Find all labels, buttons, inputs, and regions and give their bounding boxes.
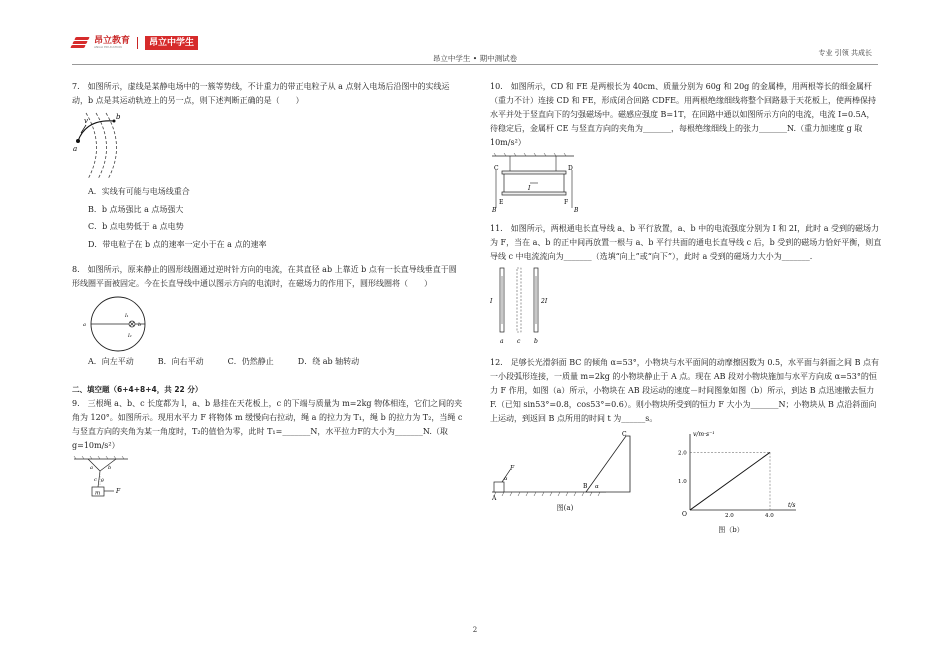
vt-x-axis-label: t/s (788, 502, 796, 509)
header-slogan: 专业 引领 共成长 (818, 49, 872, 57)
q7-label-v: v (84, 117, 88, 125)
q8-stem: 8. 如图所示，原来静止的圆形线圈通过逆时针方向的电流，在其直径 ab 上靠近 b 点有一长直导线垂直于圆形线圈平面被固定。今在长直导线中通以图示方向的电流时，在磁场力的作用下，圆形线圈将（ ） (72, 265, 457, 289)
q7-point-a (76, 139, 80, 143)
q12-figure-a (490, 430, 640, 502)
q11-label-a: a (500, 338, 504, 345)
question-10 (490, 80, 882, 214)
q12-label-f: F (510, 465, 515, 472)
q9-stem: 9. 三根绳 a、b、c 长度都为 l，a、b 悬挂在天花板上，c 的下端与质量为 m=2kg 物体相连，它们之间的夹角为 120°。如图所示。现用水平力 F 将物体 m 缓慢向右拉动，绳 a 的拉力为 T₁，绳 b 的拉力为 T₂，当绳 c 与竖直方向的夹角为某一角度时，T₂的值恰为零，此时 T₁=_______N，水平拉力F的大小为_______N.（取 g=10m/s²） (72, 398, 463, 450)
vt-origin-label: O (682, 511, 687, 518)
page-header (0, 0, 950, 70)
q10-label-c: C (494, 165, 499, 172)
question-8 (72, 263, 464, 369)
q10-label-i: I (528, 185, 531, 192)
question-11 (490, 222, 882, 348)
q12-label-b: B (583, 483, 588, 490)
q10-label-e: E (499, 199, 504, 206)
vt-x-tick-4: 4.0 (765, 513, 774, 519)
q10-label-d: D (568, 165, 573, 172)
q10-label-b-right: B (574, 207, 579, 214)
brand-logo (72, 36, 198, 50)
brand-sub: ANGLI EDUCATION (94, 45, 122, 49)
q11-label-2i: 2I (541, 298, 548, 305)
question-7 (72, 80, 464, 253)
q11-label-i: I (490, 298, 493, 305)
q9-rope-c (98, 471, 100, 487)
left-column (72, 80, 464, 505)
q10-rod-ef (502, 192, 566, 195)
q12-label-alpha-force: α (504, 476, 508, 482)
q8-option-b: B．向右平动 (157, 357, 204, 367)
q10-stem: 10. 如图所示，CD 和 FE 是两根长为 40cm、质量分别为 60g 和 20g 的金属棒，用两根等长的细金属杆（重力不计）连接 CD 和 FE，形成闭合回路 CDFE。用两根绝缘细线将整个回路悬于天花板上，使两棒保持水平并处于竖直向下的匀强磁场中。磁感应强度 B=1T，在回路中通以如图所示方向的电流，电流 I=0.5A，待稳定后，金属杆 CE 与竖直方向的夹角为_______，每根绝缘细线上的张力_______N.（重力加速度 g 取 10m/s²） (490, 82, 877, 147)
right-column (490, 80, 882, 542)
q8-figure (76, 295, 156, 353)
q8-option-a: A．向左平动 (88, 357, 134, 367)
q12-label-alpha: α (595, 484, 599, 490)
q11-label-c: c (517, 338, 521, 345)
q11-wire-c (517, 268, 521, 332)
question-9 (72, 397, 464, 499)
q11-stem: 11. 如图所示，两根通电长直导线 a、b 平行放置，a、b 中的电流强度分别为 I 和 2I，此时 a 受到的磁场力为 F，当在 a、b 的正中间再放置一根与 a、b 平行共面的通电长直导线 c 后，b 受到的磁场力恰好平衡，则直导线 c 中电流流向为_______（选填“向上”或“向下”），此时 a 受到的磁场力大小为_______. (490, 224, 882, 261)
q7-option-a: A．实线有可能与电场线重合 (88, 187, 190, 196)
q7-option-b: B．b 点场强比 a 点场强大 (88, 204, 184, 214)
q7-label-a: a (73, 145, 78, 153)
q8-label-i1: I₁ (125, 314, 129, 320)
vt-y-tick-1: 1.0 (678, 479, 687, 486)
q10-figure (490, 152, 580, 214)
q9-label-b: b (108, 464, 112, 471)
q8-label-i2: I₂ (128, 334, 132, 340)
q9-label-m: m (95, 490, 101, 496)
q8-option-d: D．绕 ab 轴转动 (297, 357, 360, 367)
q7-option-c: C．b 点电势低于 a 点电势 (88, 222, 184, 232)
q7-option-d: D．带电粒子在 b 点的速率一定小于在 a 点的速率 (88, 239, 267, 249)
q12-label-a: A (492, 495, 497, 502)
q9-label-a: a (90, 464, 93, 471)
q10-rod-cd (502, 171, 566, 174)
q10-label-b-left: B (492, 207, 497, 214)
q9-label-theta: θ (101, 478, 104, 484)
brand-mark-icon (72, 37, 90, 49)
q12-vt-graph (676, 430, 806, 524)
q9-figure (72, 455, 132, 499)
q9-label-c: c (94, 476, 97, 483)
q12-block (494, 482, 504, 492)
section-fill-in-title: 二、填空题（6+4+8+4，共 22 分） (72, 385, 203, 395)
q12-figure-a-caption: 图(a) (556, 504, 574, 512)
vt-y-axis-label: v/m·s⁻¹ (693, 431, 715, 438)
q12-figure-a-wrap (490, 430, 640, 536)
q8-option-c: C．仍然静止 (227, 357, 274, 367)
q7-stem: 7. 如图所示，虚线是某静电场中的一簇等势线，不计重力的带正电粒子从 a 点射入电场后沿图中的实线运动，b 点是其运动轨迹上的另一点，则下述判断正确的是（ ） (72, 82, 450, 105)
brand-badge: 昂立中学生 (145, 36, 198, 50)
q10-label-f: F (564, 199, 569, 206)
q8-label-a: a (83, 322, 86, 329)
q12-incline (586, 436, 630, 492)
brand-name: 昂立教育 (94, 36, 131, 46)
q7-figure (72, 111, 142, 181)
q12-figure-b-caption: 图（b） (718, 526, 744, 534)
q7-equipotential-3 (106, 113, 117, 179)
q12-label-c: C (622, 431, 627, 438)
vt-x-tick-2: 2.0 (725, 513, 734, 519)
q7-label-b: b (116, 113, 121, 121)
q12-figures (490, 430, 882, 536)
header-rule (72, 64, 878, 65)
page-number: 2 (472, 626, 478, 634)
vt-y-tick-2: 2.0 (678, 450, 687, 457)
q8-label-b: b (138, 322, 142, 329)
q12-stem: 12. 足够长光滑斜面 BC 的倾角 α=53°，小物块与水平面间的动摩擦因数为 0.5，水平面与斜面之间 B 点有一小段弧形连接，一质量 m=2kg 的小物块静止于 A 点。现在 AB 段对小物块施加与水平方向成 α=53°的恒力 F 作用，如图（a）所示，小物块在 AB 段运动的速度－时间图象如图（b）所示，到达 B 点迅速撤去恒力 F.（已知 sin53°=0.8，cos53°=0.6）。则小物块所受到的恒力 F 大小为_______N；小物块从 B 点沿斜面向上运动，到返回 B 点所用的时间 t 为______s。 (490, 358, 880, 423)
question-12 (490, 356, 882, 536)
brand-divider (137, 37, 138, 49)
q12-figure-b-wrap (676, 430, 806, 536)
q8-options (72, 355, 464, 369)
q9-label-f: F (116, 487, 121, 495)
exam-title: 昂立中学生 • 期中测试卷 (432, 54, 518, 63)
vt-series-line (690, 452, 770, 510)
q11-figure (490, 266, 560, 348)
q11-label-b: b (534, 338, 538, 345)
